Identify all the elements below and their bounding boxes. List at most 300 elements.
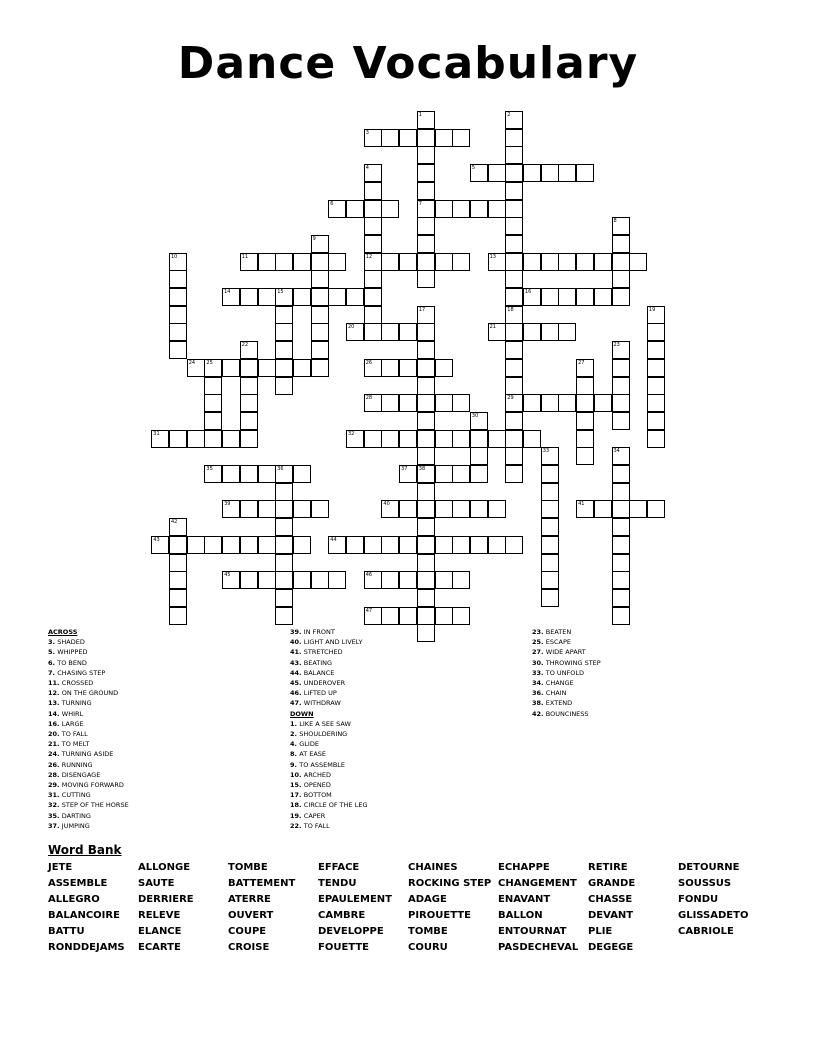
grid-cell[interactable]: [417, 483, 435, 501]
grid-cell[interactable]: [435, 571, 453, 589]
grid-cell[interactable]: [381, 253, 399, 271]
clue-text: BOTTOM: [303, 791, 332, 800]
word-bank-word: CHASSE: [588, 894, 633, 905]
grid-cell[interactable]: [381, 571, 399, 589]
word-bank-word: DEVANT: [588, 910, 634, 921]
clue: [290, 668, 367, 678]
grid-cell[interactable]: [275, 571, 293, 589]
grid-cell[interactable]: [240, 465, 258, 483]
grid-cell[interactable]: [169, 270, 187, 288]
grid-cell[interactable]: [452, 536, 470, 554]
grid-cell[interactable]: [222, 536, 240, 554]
grid-cell[interactable]: [293, 359, 311, 377]
down-heading: DOWN: [290, 709, 314, 718]
grid-cell[interactable]: [169, 554, 187, 572]
grid-cell[interactable]: [505, 465, 523, 483]
grid-cell[interactable]: [647, 377, 665, 395]
grid-cell[interactable]: [470, 447, 488, 465]
grid-cell[interactable]: [240, 377, 258, 395]
grid-cell[interactable]: [293, 288, 311, 306]
grid-cell[interactable]: [381, 394, 399, 412]
grid-cell[interactable]: [435, 536, 453, 554]
grid-cell[interactable]: [558, 164, 576, 182]
grid-cell[interactable]: [417, 253, 435, 271]
grid-cell[interactable]: [558, 323, 576, 341]
grid-cell[interactable]: [240, 500, 258, 518]
grid-cell[interactable]: [169, 341, 187, 359]
grid-cell[interactable]: [452, 607, 470, 625]
grid-cell[interactable]: [541, 500, 559, 518]
grid-cell[interactable]: [435, 253, 453, 271]
grid-cell[interactable]: [435, 607, 453, 625]
grid-cell[interactable]: [452, 253, 470, 271]
clue-text: LIGHT AND LIVELY: [303, 638, 363, 647]
grid-cell[interactable]: [240, 536, 258, 554]
clue-text: ON THE GROUND: [61, 689, 119, 698]
grid-cell[interactable]: [364, 430, 382, 448]
grid-cell[interactable]: [558, 394, 576, 412]
grid-cell[interactable]: [629, 253, 647, 271]
grid-cell[interactable]: [311, 253, 329, 271]
clue-number-label: 43: [153, 536, 160, 543]
clue-number-label: 33: [542, 448, 550, 455]
clue-number: 30.: [532, 658, 546, 667]
grid-cell[interactable]: [647, 341, 665, 359]
clue-number: 37.: [48, 821, 62, 830]
grid-cell[interactable]: [505, 536, 523, 554]
grid-cell[interactable]: [204, 430, 222, 448]
grid-cell[interactable]: [275, 323, 293, 341]
grid-cell[interactable]: [169, 607, 187, 625]
grid-cell[interactable]: [488, 164, 506, 182]
grid-cell[interactable]: [169, 430, 187, 448]
grid-cell[interactable]: [311, 500, 329, 518]
grid-cell[interactable]: [293, 465, 311, 483]
grid-cell[interactable]: [328, 253, 346, 271]
grid-cell[interactable]: [558, 288, 576, 306]
grid-cell[interactable]: [612, 359, 630, 377]
grid-cell[interactable]: [612, 394, 630, 412]
grid-cell[interactable]: [417, 359, 435, 377]
grid-cell[interactable]: [169, 323, 187, 341]
grid-cell[interactable]: [576, 430, 594, 448]
grid-cell[interactable]: [293, 571, 311, 589]
grid-cell[interactable]: [364, 217, 382, 235]
grid-cell[interactable]: [364, 536, 382, 554]
grid-cell[interactable]: [612, 270, 630, 288]
grid-cell[interactable]: [541, 253, 559, 271]
grid-cell[interactable]: [240, 430, 258, 448]
grid-cell[interactable]: [541, 323, 559, 341]
clue: [48, 760, 129, 770]
grid-cell[interactable]: [169, 288, 187, 306]
grid-cell[interactable]: [258, 500, 276, 518]
clue-text: BEATEN: [545, 628, 572, 636]
grid-cell[interactable]: [541, 164, 559, 182]
grid-cell[interactable]: [417, 129, 435, 147]
grid-cell[interactable]: [505, 200, 523, 218]
clue-text: TO MELT: [61, 740, 90, 749]
grid-cell[interactable]: [505, 270, 523, 288]
grid-cell[interactable]: [435, 394, 453, 412]
grid-cell[interactable]: [470, 430, 488, 448]
grid-cell[interactable]: [311, 571, 329, 589]
grid-cell[interactable]: [452, 571, 470, 589]
grid-cell[interactable]: [222, 359, 240, 377]
grid-cell[interactable]: [435, 465, 453, 483]
grid-cell[interactable]: [576, 253, 594, 271]
grid-cell[interactable]: [417, 518, 435, 536]
grid-cell[interactable]: [576, 447, 594, 465]
grid-cell[interactable]: [275, 554, 293, 572]
grid-cell[interactable]: [612, 377, 630, 395]
grid-cell[interactable]: [647, 359, 665, 377]
word-bank-word: ECARTE: [138, 942, 181, 953]
grid-cell[interactable]: [647, 394, 665, 412]
grid-cell[interactable]: [505, 359, 523, 377]
grid-cell[interactable]: [612, 412, 630, 430]
grid-cell[interactable]: [505, 288, 523, 306]
grid-cell[interactable]: [240, 359, 258, 377]
grid-cell[interactable]: [417, 164, 435, 182]
word-bank-word: EPAULEMENT: [318, 894, 392, 905]
word-bank-word: GRANDE: [588, 878, 636, 889]
grid-cell[interactable]: [594, 500, 612, 518]
grid-cell[interactable]: [346, 536, 364, 554]
page-title: Dance Vocabulary: [177, 38, 639, 89]
grid-cell[interactable]: [470, 536, 488, 554]
grid-cell[interactable]: [275, 607, 293, 625]
grid-cell[interactable]: [258, 253, 276, 271]
grid-cell[interactable]: [381, 607, 399, 625]
grid-cell[interactable]: [612, 571, 630, 589]
grid-cell[interactable]: [417, 536, 435, 554]
clue-number-label: 36: [277, 466, 284, 472]
clue-number-label: 32: [348, 430, 355, 437]
grid-cell[interactable]: [381, 430, 399, 448]
grid-cell[interactable]: [417, 571, 435, 589]
grid-cell[interactable]: [258, 465, 276, 483]
grid-cell[interactable]: [594, 253, 612, 271]
grid-cell[interactable]: [505, 146, 523, 164]
grid-cell[interactable]: [346, 288, 364, 306]
clues-column-3: [532, 627, 601, 719]
grid-cell[interactable]: [612, 518, 630, 536]
grid-cell[interactable]: [399, 430, 417, 448]
grid-cell[interactable]: [558, 253, 576, 271]
grid-cell[interactable]: [523, 253, 541, 271]
grid-cell[interactable]: [523, 394, 541, 412]
grid-cell[interactable]: [364, 200, 382, 218]
grid-cell[interactable]: [364, 306, 382, 324]
grid-cell[interactable]: [364, 323, 382, 341]
grid-cell[interactable]: [169, 571, 187, 589]
grid-cell[interactable]: [222, 430, 240, 448]
grid-cell[interactable]: [240, 571, 258, 589]
grid-cell[interactable]: [381, 359, 399, 377]
grid-cell[interactable]: [311, 270, 329, 288]
grid-cell[interactable]: [240, 288, 258, 306]
grid-cell[interactable]: [541, 589, 559, 607]
grid-cell[interactable]: [505, 253, 523, 271]
grid-cell[interactable]: [204, 412, 222, 430]
grid-cell[interactable]: [435, 200, 453, 218]
clue: [290, 760, 367, 770]
word-bank-word: ASSEMBLE: [48, 878, 108, 889]
grid-cell[interactable]: [417, 589, 435, 607]
grid-cell[interactable]: [417, 394, 435, 412]
clue-number-label: 29: [507, 395, 514, 402]
grid-cell[interactable]: [293, 500, 311, 518]
clue-number-label: 15: [277, 289, 284, 295]
grid-cell[interactable]: [222, 465, 240, 483]
grid-cell[interactable]: [381, 536, 399, 554]
grid-cell[interactable]: [505, 164, 523, 182]
clue-number: 10.: [290, 770, 304, 779]
grid-cell[interactable]: [523, 164, 541, 182]
grid-cell[interactable]: [647, 430, 665, 448]
grid-cell[interactable]: [470, 500, 488, 518]
grid-cell[interactable]: [470, 200, 488, 218]
grid-cell[interactable]: [258, 536, 276, 554]
grid-cell[interactable]: [523, 323, 541, 341]
grid-cell[interactable]: [452, 465, 470, 483]
grid-cell[interactable]: [576, 394, 594, 412]
clue-number-label: 19: [648, 306, 656, 313]
grid-cell[interactable]: [541, 536, 559, 554]
clue-number: 22.: [290, 821, 304, 830]
word-bank-word: DETOURNE: [678, 862, 740, 873]
grid-cell[interactable]: [417, 624, 435, 642]
grid-cell[interactable]: [505, 323, 523, 341]
grid-cell[interactable]: [505, 447, 523, 465]
clue-number: 20.: [48, 730, 62, 739]
grid-cell[interactable]: [417, 235, 435, 253]
grid-cell[interactable]: [417, 341, 435, 359]
grid-cell[interactable]: [505, 377, 523, 395]
grid-cell[interactable]: [399, 323, 417, 341]
grid-cell[interactable]: [169, 536, 187, 554]
grid-cell[interactable]: [417, 182, 435, 200]
grid-cell[interactable]: [346, 200, 364, 218]
grid-cell[interactable]: [275, 377, 293, 395]
grid-cell[interactable]: [505, 129, 523, 147]
grid-cell[interactable]: [488, 500, 506, 518]
clue-number-label: 42: [171, 519, 178, 526]
grid-cell[interactable]: [647, 412, 665, 430]
grid-cell[interactable]: [364, 235, 382, 253]
clue-text: TO BEND: [57, 658, 87, 667]
grid-cell[interactable]: [488, 536, 506, 554]
grid-cell[interactable]: [612, 607, 630, 625]
grid-cell[interactable]: [452, 129, 470, 147]
grid-cell[interactable]: [576, 164, 594, 182]
grid-cell[interactable]: [399, 394, 417, 412]
grid-cell[interactable]: [399, 359, 417, 377]
word-bank-word: TENDU: [318, 878, 357, 889]
grid-cell[interactable]: [364, 288, 382, 306]
clue-number-label: 41: [578, 501, 585, 508]
clue-text: TO FALL: [303, 821, 330, 830]
grid-cell[interactable]: [417, 412, 435, 430]
grid-cell[interactable]: [275, 483, 293, 501]
clue-text: CHANGE: [545, 679, 574, 688]
grid-cell[interactable]: [311, 359, 329, 377]
grid-cell[interactable]: [647, 323, 665, 341]
grid-cell[interactable]: [470, 465, 488, 483]
clue-text: WITHDRAW: [303, 699, 341, 708]
grid-cell[interactable]: [505, 341, 523, 359]
grid-cell[interactable]: [612, 483, 630, 501]
clue-text: WIDE APART: [545, 648, 586, 657]
grid-cell[interactable]: [204, 536, 222, 554]
grid-cell[interactable]: [435, 500, 453, 518]
grid-cell[interactable]: [576, 412, 594, 430]
grid-cell[interactable]: [435, 359, 453, 377]
grid-cell[interactable]: [612, 235, 630, 253]
grid-cell[interactable]: [452, 430, 470, 448]
grid-cell[interactable]: [594, 288, 612, 306]
grid-cell[interactable]: [505, 217, 523, 235]
grid-cell[interactable]: [541, 394, 559, 412]
grid-cell[interactable]: [417, 146, 435, 164]
grid-cell[interactable]: [435, 430, 453, 448]
grid-cell[interactable]: [417, 607, 435, 625]
grid-cell[interactable]: [311, 341, 329, 359]
clue-number: 40.: [290, 638, 304, 647]
grid-cell[interactable]: [612, 288, 630, 306]
grid-cell[interactable]: [275, 518, 293, 536]
grid-cell[interactable]: [399, 607, 417, 625]
clue: [48, 668, 129, 678]
grid-cell[interactable]: [187, 430, 205, 448]
grid-cell[interactable]: [576, 377, 594, 395]
grid-cell[interactable]: [275, 341, 293, 359]
grid-cell[interactable]: [629, 500, 647, 518]
grid-cell[interactable]: [541, 465, 559, 483]
word-bank-word: CHAINES: [408, 862, 458, 873]
clue-number-label: 2: [507, 112, 511, 118]
grid-cell[interactable]: [417, 323, 435, 341]
grid-cell[interactable]: [417, 217, 435, 235]
clue-number: 5.: [48, 648, 58, 657]
grid-cell[interactable]: [505, 182, 523, 200]
word-bank-column: [318, 860, 392, 956]
grid-cell[interactable]: [364, 270, 382, 288]
grid-cell[interactable]: [381, 129, 399, 147]
clue: [532, 637, 601, 647]
grid-cell[interactable]: [594, 394, 612, 412]
grid-cell[interactable]: [275, 500, 293, 518]
grid-cell[interactable]: [417, 554, 435, 572]
grid-cell[interactable]: [647, 500, 665, 518]
grid-cell[interactable]: [293, 253, 311, 271]
grid-cell[interactable]: [541, 554, 559, 572]
across-heading: ACROSS: [48, 628, 78, 636]
grid-cell[interactable]: [505, 430, 523, 448]
grid-cell[interactable]: [311, 306, 329, 324]
grid-cell[interactable]: [488, 430, 506, 448]
grid-cell[interactable]: [435, 129, 453, 147]
grid-cell[interactable]: [576, 288, 594, 306]
clue-number-label: 23: [613, 342, 620, 349]
grid-cell[interactable]: [169, 589, 187, 607]
grid-cell[interactable]: [399, 571, 417, 589]
clue-number-label: 44: [330, 536, 337, 543]
grid-cell[interactable]: [541, 518, 559, 536]
grid-cell[interactable]: [505, 235, 523, 253]
grid-cell[interactable]: [275, 589, 293, 607]
grid-cell[interactable]: [240, 394, 258, 412]
word-bank-word: ADAGE: [408, 894, 447, 905]
clue-number: 1.: [290, 719, 300, 728]
word-bank-word: CHANGEMENT: [498, 878, 577, 889]
grid-cell[interactable]: [311, 323, 329, 341]
grid-cell[interactable]: [612, 554, 630, 572]
clue-number-label: 28: [365, 395, 373, 402]
grid-cell[interactable]: [311, 288, 329, 306]
grid-cell[interactable]: [399, 129, 417, 147]
grid-cell[interactable]: [399, 253, 417, 271]
grid-cell[interactable]: [612, 500, 630, 518]
grid-cell[interactable]: [612, 253, 630, 271]
word-bank-word: BATTU: [48, 926, 85, 937]
grid-cell[interactable]: [275, 359, 293, 377]
grid-cell[interactable]: [417, 500, 435, 518]
grid-cell[interactable]: [258, 288, 276, 306]
grid-cell[interactable]: [417, 447, 435, 465]
grid-cell[interactable]: [328, 571, 346, 589]
grid-cell[interactable]: [169, 306, 187, 324]
clue: [290, 729, 367, 739]
grid-cell[interactable]: [612, 465, 630, 483]
grid-cell[interactable]: [275, 306, 293, 324]
clue-number-label: 27: [578, 359, 585, 366]
grid-cell[interactable]: [452, 394, 470, 412]
grid-cell[interactable]: [275, 536, 293, 554]
grid-cell[interactable]: [328, 288, 346, 306]
grid-cell[interactable]: [612, 589, 630, 607]
grid-cell[interactable]: [541, 288, 559, 306]
grid-cell[interactable]: [505, 412, 523, 430]
grid-cell[interactable]: [275, 253, 293, 271]
grid-cell[interactable]: [258, 359, 276, 377]
clue-number-label: 17: [418, 306, 426, 313]
grid-cell[interactable]: [381, 200, 399, 218]
grid-cell[interactable]: [364, 182, 382, 200]
grid-cell[interactable]: [258, 571, 276, 589]
grid-cell[interactable]: [452, 200, 470, 218]
grid-cell[interactable]: [612, 536, 630, 554]
grid-cell[interactable]: [541, 483, 559, 501]
clue: [532, 658, 601, 668]
grid-cell[interactable]: [399, 500, 417, 518]
grid-cell[interactable]: [541, 571, 559, 589]
grid-cell[interactable]: [417, 377, 435, 395]
grid-cell[interactable]: [381, 323, 399, 341]
grid-cell[interactable]: [293, 536, 311, 554]
grid-cell[interactable]: [417, 430, 435, 448]
grid-cell[interactable]: [488, 200, 506, 218]
grid-cell[interactable]: [399, 536, 417, 554]
grid-cell[interactable]: [240, 412, 258, 430]
grid-cell[interactable]: [523, 430, 541, 448]
grid-cell[interactable]: [204, 394, 222, 412]
grid-cell[interactable]: [187, 536, 205, 554]
grid-cell[interactable]: [452, 500, 470, 518]
grid-cell[interactable]: [204, 377, 222, 395]
grid-cell[interactable]: [417, 270, 435, 288]
